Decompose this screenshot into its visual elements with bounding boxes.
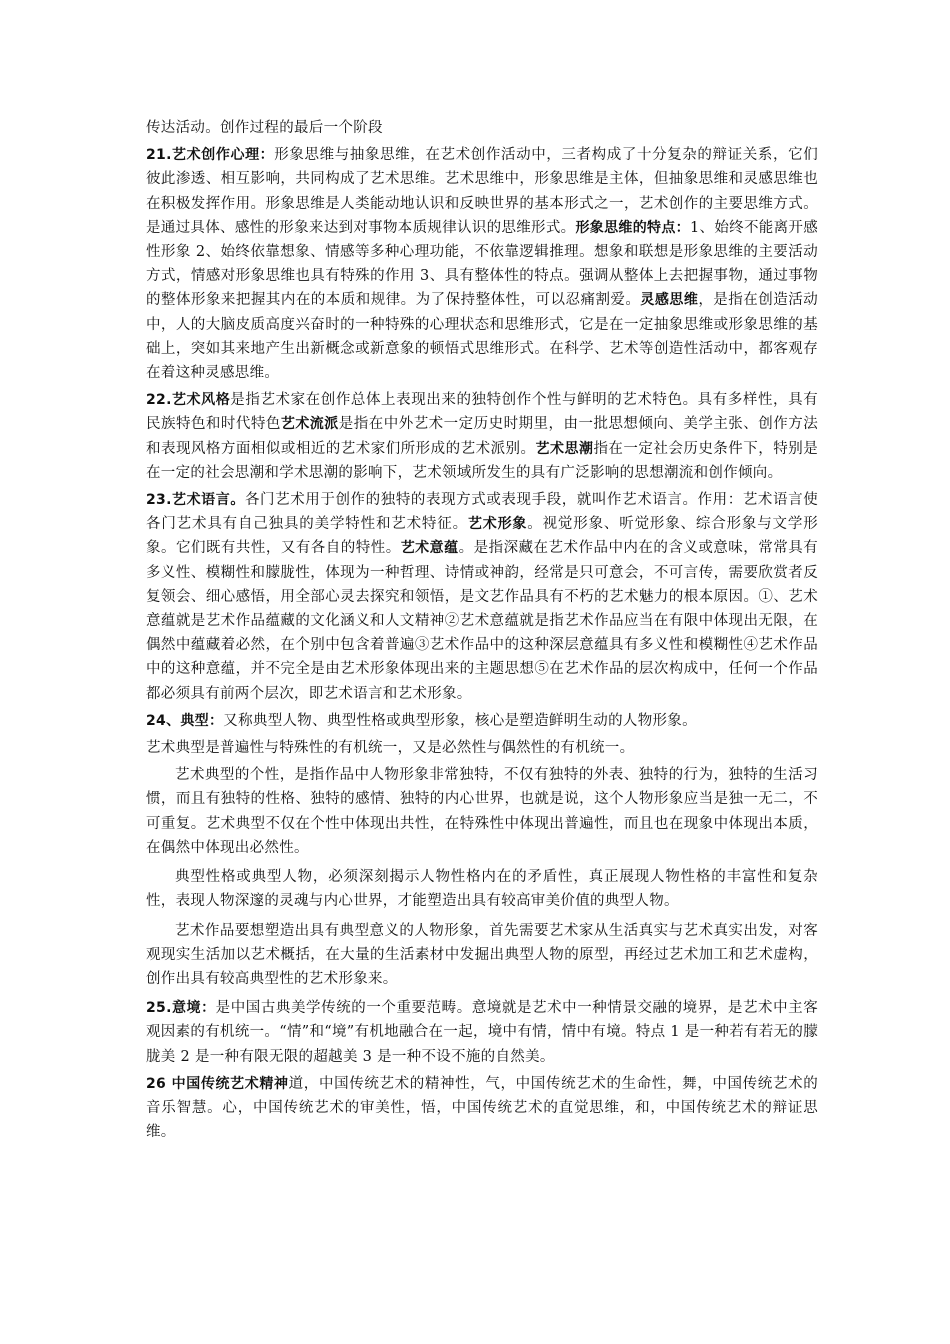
text-run: 1、始终不能离开感性形象 2、始终依靠想象、情感等多种心理功能，不依靠逻辑推理。想象和联想是形象思维的主要活动方式，情感对形象思维也具有特殊的作用 3、具有整体性的特点。强调从整体上去把握事物，通过事物的整体形象来把握其内在的本质和规律。为了保持整体性，可以忍痛割爱。	[146, 219, 818, 309]
paragraph-21-art-creation-psychology	[146, 143, 818, 385]
heading-21: 21.艺术创作心理：	[146, 147, 275, 164]
heading-26: 26 中国传统艺术精神	[146, 1075, 289, 1092]
paragraph-intro	[146, 116, 818, 140]
text-run: 。是指深藏在艺术作品中内在的含义或意味，常常具有多义性、模糊性和朦胧性，体现为一种哲理、诗情或神韵，经常是只可意会，不可言传，需要欣赏者反复领会、细心感悟，用全部心灵去探究和领悟，是文艺作品具有不朽的艺术魅力的根本原因。①、艺术意蕴就是艺术作品蕴藏的文化涵义和人文精神②艺术意蕴就是指艺术作品应当在有限中体现出无限，在偶然中蕴藏着必然，在个别中包含着普遍③艺术作品中的这种深层意蕴具有多义性和模糊性④艺术作品中的这种意蕴，并不完全是由艺术形象体现出来的主题思想⑤在艺术作品的层次构成中，任何一个作品都必须具有前两个层次，即艺术语言和艺术形象。	[146, 540, 818, 702]
text-run: 是指在中外艺术一定历史时期里，由一批思想倾向、美学主张、创作方法和表现风格方面相似或相近的艺术家们所形成的艺术派别。	[146, 416, 819, 457]
text-run: 典型性格或典型人物，必须深刻揭示人物性格内在的矛盾性，真正展现人物性格的丰富性和复杂性，表现人物深邃的灵魂与内心世界，才能塑造出具有较高审美价值的典型人物。	[146, 869, 818, 910]
term-inspiration-thinking: 灵感思维	[640, 292, 699, 309]
text-run: 道，中国传统艺术的精神性，气，中国传统艺术的生命性，舞，中国传统艺术的音乐智慧。心，中国传统艺术的审美性，悟，中国传统艺术的直觉思维，和，中国传统艺术的辩证思维。	[146, 1075, 819, 1141]
paragraph-24-unity	[146, 736, 818, 760]
paragraph-24-individuality	[146, 763, 818, 860]
text-run: 。视觉形象、听觉形象、综合形象与文学形象。它们既有共性，又有各自的特性。	[146, 516, 819, 557]
text-run: 艺术作品要想塑造出具有典型意义的人物形象，首先需要艺术家从生活真实与艺术真实出发，对客观现实生活加以艺术概括，在大量的生活素材中发掘出典型人物的原型，再经过艺术加工和艺术虚构，创作出具有较高典型性的艺术形象来。	[146, 922, 818, 987]
text-run: 是中国古典美学传统的一个重要范畴。意境就是艺术中一种情景交融的境界，是艺术中主客观因素的有机统一。“情”和“境”有机地融合在一起，境中有情，情中有境。特点 1 是一种若有若无的朦胧美 2 是一种有限无限的超越美 3 是一种不设不施的自然美。	[146, 1000, 818, 1065]
paragraph-26-traditional-spirit	[146, 1072, 818, 1145]
text-run: 艺术典型是普遍性与特殊性的有机统一，又是必然性与偶然性的有机统一。	[146, 740, 635, 757]
text-run: 又称典型人物、典型性格或典型形象，核心是塑造鲜明生动的人物形象。	[223, 712, 697, 729]
text-run: 艺术典型的个性，是指作品中人物形象非常独特，不仅有独特的外表、独特的行为，独特的生活习惯，而且有独特的性格、独特的感情、独特的内心世界，也就是说，这个人物形象应当是独一无二，不可重复。艺术典型不仅在个性中体现出共性，在特殊性中体现出普遍性，而且也在现象中体现出本质，在偶然中体现出必然性。	[146, 767, 818, 856]
text-run: 指在一定社会历史条件下，特别是在一定的社会思潮和学术思潮的影响下，艺术领域所发生的具有广泛影响的思想潮流和创作倾向。	[146, 440, 818, 481]
text-run: ，是指在创造活动中，人的大脑皮质高度兴奋时的一种特殊的心理状态和思维形式，它是在一定抽象思维或形象思维的基础上，突如其来地产生出新概念或新意象的顿悟式思维形式。在科学、艺术等创造性活动中，都客观存在着这种灵感思维。	[146, 292, 818, 382]
heading-23: 23.艺术语言。	[146, 492, 245, 509]
text-run: 形象思维与抽象思维，在艺术创作活动中，三者构成了十分复杂的辩证关系，它们彼此渗透、相互影响，共同构成了艺术思维。艺术思维中，形象思维是主体，但抽象思维和灵感思维也在积极发挥作用。形象思维是人类能动地认识和反映世界的基本形式之一，艺术创作的主要思维方式。是通过具体、感性的形象来达到对事物本质规律认识的思维形式。	[146, 147, 818, 236]
document-page	[146, 116, 818, 1147]
term-art-connotation: 艺术意蕴	[400, 540, 459, 557]
paragraph-24-creation	[146, 919, 818, 992]
heading-25: 25.意境：	[146, 1000, 216, 1017]
heading-24: 24、典型：	[146, 712, 224, 729]
paragraph-23-art-language	[146, 488, 818, 706]
paragraph-25-artistic-conception	[146, 996, 818, 1069]
text-run: 传达活动。创作过程的最后一个阶段	[146, 120, 383, 136]
paragraph-24-character	[146, 865, 818, 913]
paragraph-22-art-style	[146, 388, 818, 485]
text-run: 是指艺术家在创作总体上表现出来的独特创作个性与鲜明的艺术特色。具有多样性，具有民族特色和时代特色	[146, 392, 819, 433]
text-run: 各门艺术用于创作的独特的表现方式或表现手段，就叫作艺术语言。作用：艺术语言使各门艺术具有自己独具的美学特性和艺术特征。	[146, 492, 818, 533]
term-art-image: 艺术形象	[467, 516, 528, 533]
term-art-trend: 艺术思潮	[535, 440, 594, 457]
term-art-school: 艺术流派	[280, 416, 339, 433]
heading-22: 22.艺术风格	[146, 392, 231, 409]
term-image-thinking-features: 形象思维的特点：	[575, 219, 690, 236]
paragraph-24-typical	[146, 709, 818, 733]
